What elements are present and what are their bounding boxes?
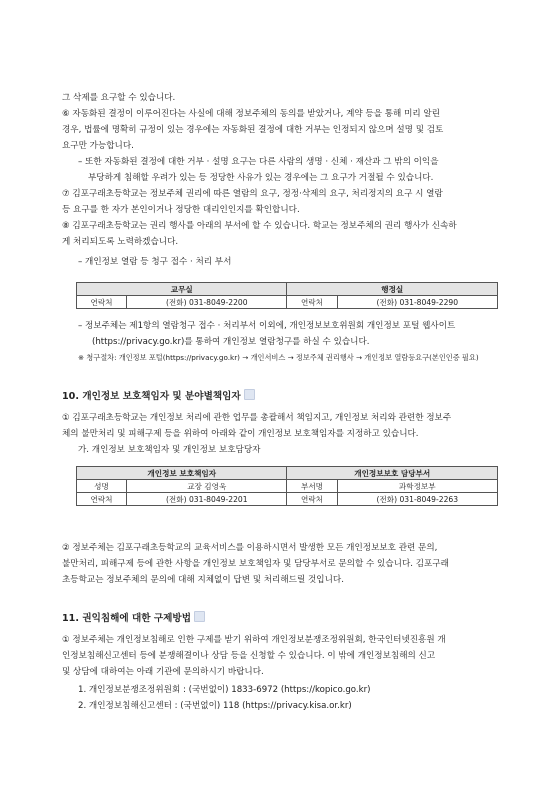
table-cell: 연락처 [77,493,127,506]
text-line: – 또한 자동화된 결정에 대한 거부 · 설명 요구는 다른 사람의 생명 · 신체 · 재산과 그 밖의 이익을 [78,157,439,167]
list-item: 1. 개인정보분쟁조정위원회 : (국번없이) 1833-6972 (https://kopico.go.kr) [78,685,371,695]
note-line: ※ 청구절차: 개인정보 포털(https://privacy.go.kr) → 개인서비스 → 정보주체 권리행사 → 개인정보 열람등요구(본인인증 필요) [78,353,479,362]
text-line: 경우, 법률에 명확히 규정이 있는 경우에는 자동화된 결정에 대한 거부는 인정되지 않으며 설명 및 검토 [62,125,444,135]
text-line: ⑧ 김포구래초등학교는 권리 행사를 아래의 부서에 할 수 있습니다. 학교는 정보주체의 권리 행사가 신속하 [62,221,457,231]
table-cell: 연락처 [287,296,337,309]
table-cell: 교장 김영욱 [127,480,287,493]
text-line: ① 김포구래초등학교는 개인정보 처리에 관한 업무를 총괄해서 책임지고, 개인정보 처리와 관련한 정보주 [62,413,452,423]
list-item: 2. 개인정보침해신고센터 : (국번없이) 118 (https://privacy.kisa.or.kr) [78,701,352,711]
text-line: ① 정보주체는 개인정보침해로 인한 구제를 받기 위하여 개인정보분쟁조정위원회, 한국인터넷진흥원 개 [62,635,446,645]
text-line: – 정보주체는 제1항의 열람청구 접수 · 처리부서 이외에, 개인정보보호위원회 개인정보 포털 웹사이트 [78,321,456,331]
text-line: 등 요구를 한 자가 본인이거나 정당한 대리인인지를 확인합니다. [62,205,300,215]
text-line: 및 상담에 대하여는 아래 기관에 문의하시기 바랍니다. [62,667,264,677]
table-cell: (전화) 031-8049-2201 [127,493,287,506]
text-line: 인정보침해신고센터 등에 분쟁해결이나 상담 등을 신청할 수 있습니다. 이 밖에 개인정보침해의 신고 [62,651,436,661]
section-heading [62,388,255,402]
text-line: ⑥ 자동화된 결정이 이루어진다는 사실에 대해 정보주체의 동의를 받았거나, 계약 등을 통해 미리 알린 [62,109,441,119]
text-line: 불만처리, 피해구제 등에 관한 사항을 개인정보 보호책임자 및 담당부서로 문의할 수 있습니다. 김포구래 [62,559,449,569]
table-header: 교무실 [77,283,287,296]
heading-marker-icon [244,389,255,400]
heading-text: 10. 개인정보 보호책임자 및 분야별책임자 [62,391,241,402]
text-line: 가. 개인정보 보호책임자 및 개인정보 보호담당자 [78,445,261,455]
text-line: 게 처리되도록 노력하겠습니다. [62,237,179,247]
table-cell: 과학정보부 [337,480,497,493]
table-header: 개인정보 보호책임자 [77,467,287,480]
table-cell: 성명 [77,480,127,493]
contact-table [76,282,498,309]
text-line: 부당하게 침해할 우려가 있는 등 정당한 사유가 있는 경우에는 그 요구가 거절될 수 있습니다. [88,173,434,183]
heading-marker-icon [194,611,205,622]
text-line: (https://privacy.go.kr)를 통하여 개인정보 열람청구를 하실 수 있습니다. [92,337,370,347]
text-line: ⑦ 김포구래초등학교는 정보주체 권리에 따른 열람의 요구, 정정·삭제의 요구, 처리정지의 요구 시 열람 [62,189,443,199]
table-header: 개인정보보호 담당부서 [287,467,498,480]
table-cell: (전화) 031-8049-2200 [127,296,287,309]
text-line: 요구만 가능합니다. [62,141,134,151]
section-heading [62,610,205,624]
text-line: ② 정보주체는 김포구래초등학교의 교육서비스를 이용하시면서 발생한 모든 개인정보보호 관련 문의, [62,543,438,553]
table-cell: (전화) 031-8049-2290 [337,296,497,309]
table-cell: 연락처 [287,493,337,506]
text-line: – 개인정보 열람 등 청구 접수 · 처리 부서 [78,257,232,267]
text-line: 체의 불만처리 및 피해구제 등을 위하여 아래와 같이 개인정보 보호책임자를 지정하고 있습니다. [62,429,419,439]
text-line: 그 삭제를 요구할 수 있습니다. [62,93,176,103]
table-cell: 부서명 [287,480,337,493]
table-header: 행정실 [287,283,498,296]
officer-table [76,466,498,506]
text-line: 초등학교는 정보주체의 문의에 대해 지체없이 답변 및 처리해드릴 것입니다. [62,575,344,585]
table-cell: (전화) 031-8049-2263 [337,493,497,506]
heading-text: 11. 권익침해에 대한 구제방법 [62,613,191,624]
table-cell: 연락처 [77,296,127,309]
